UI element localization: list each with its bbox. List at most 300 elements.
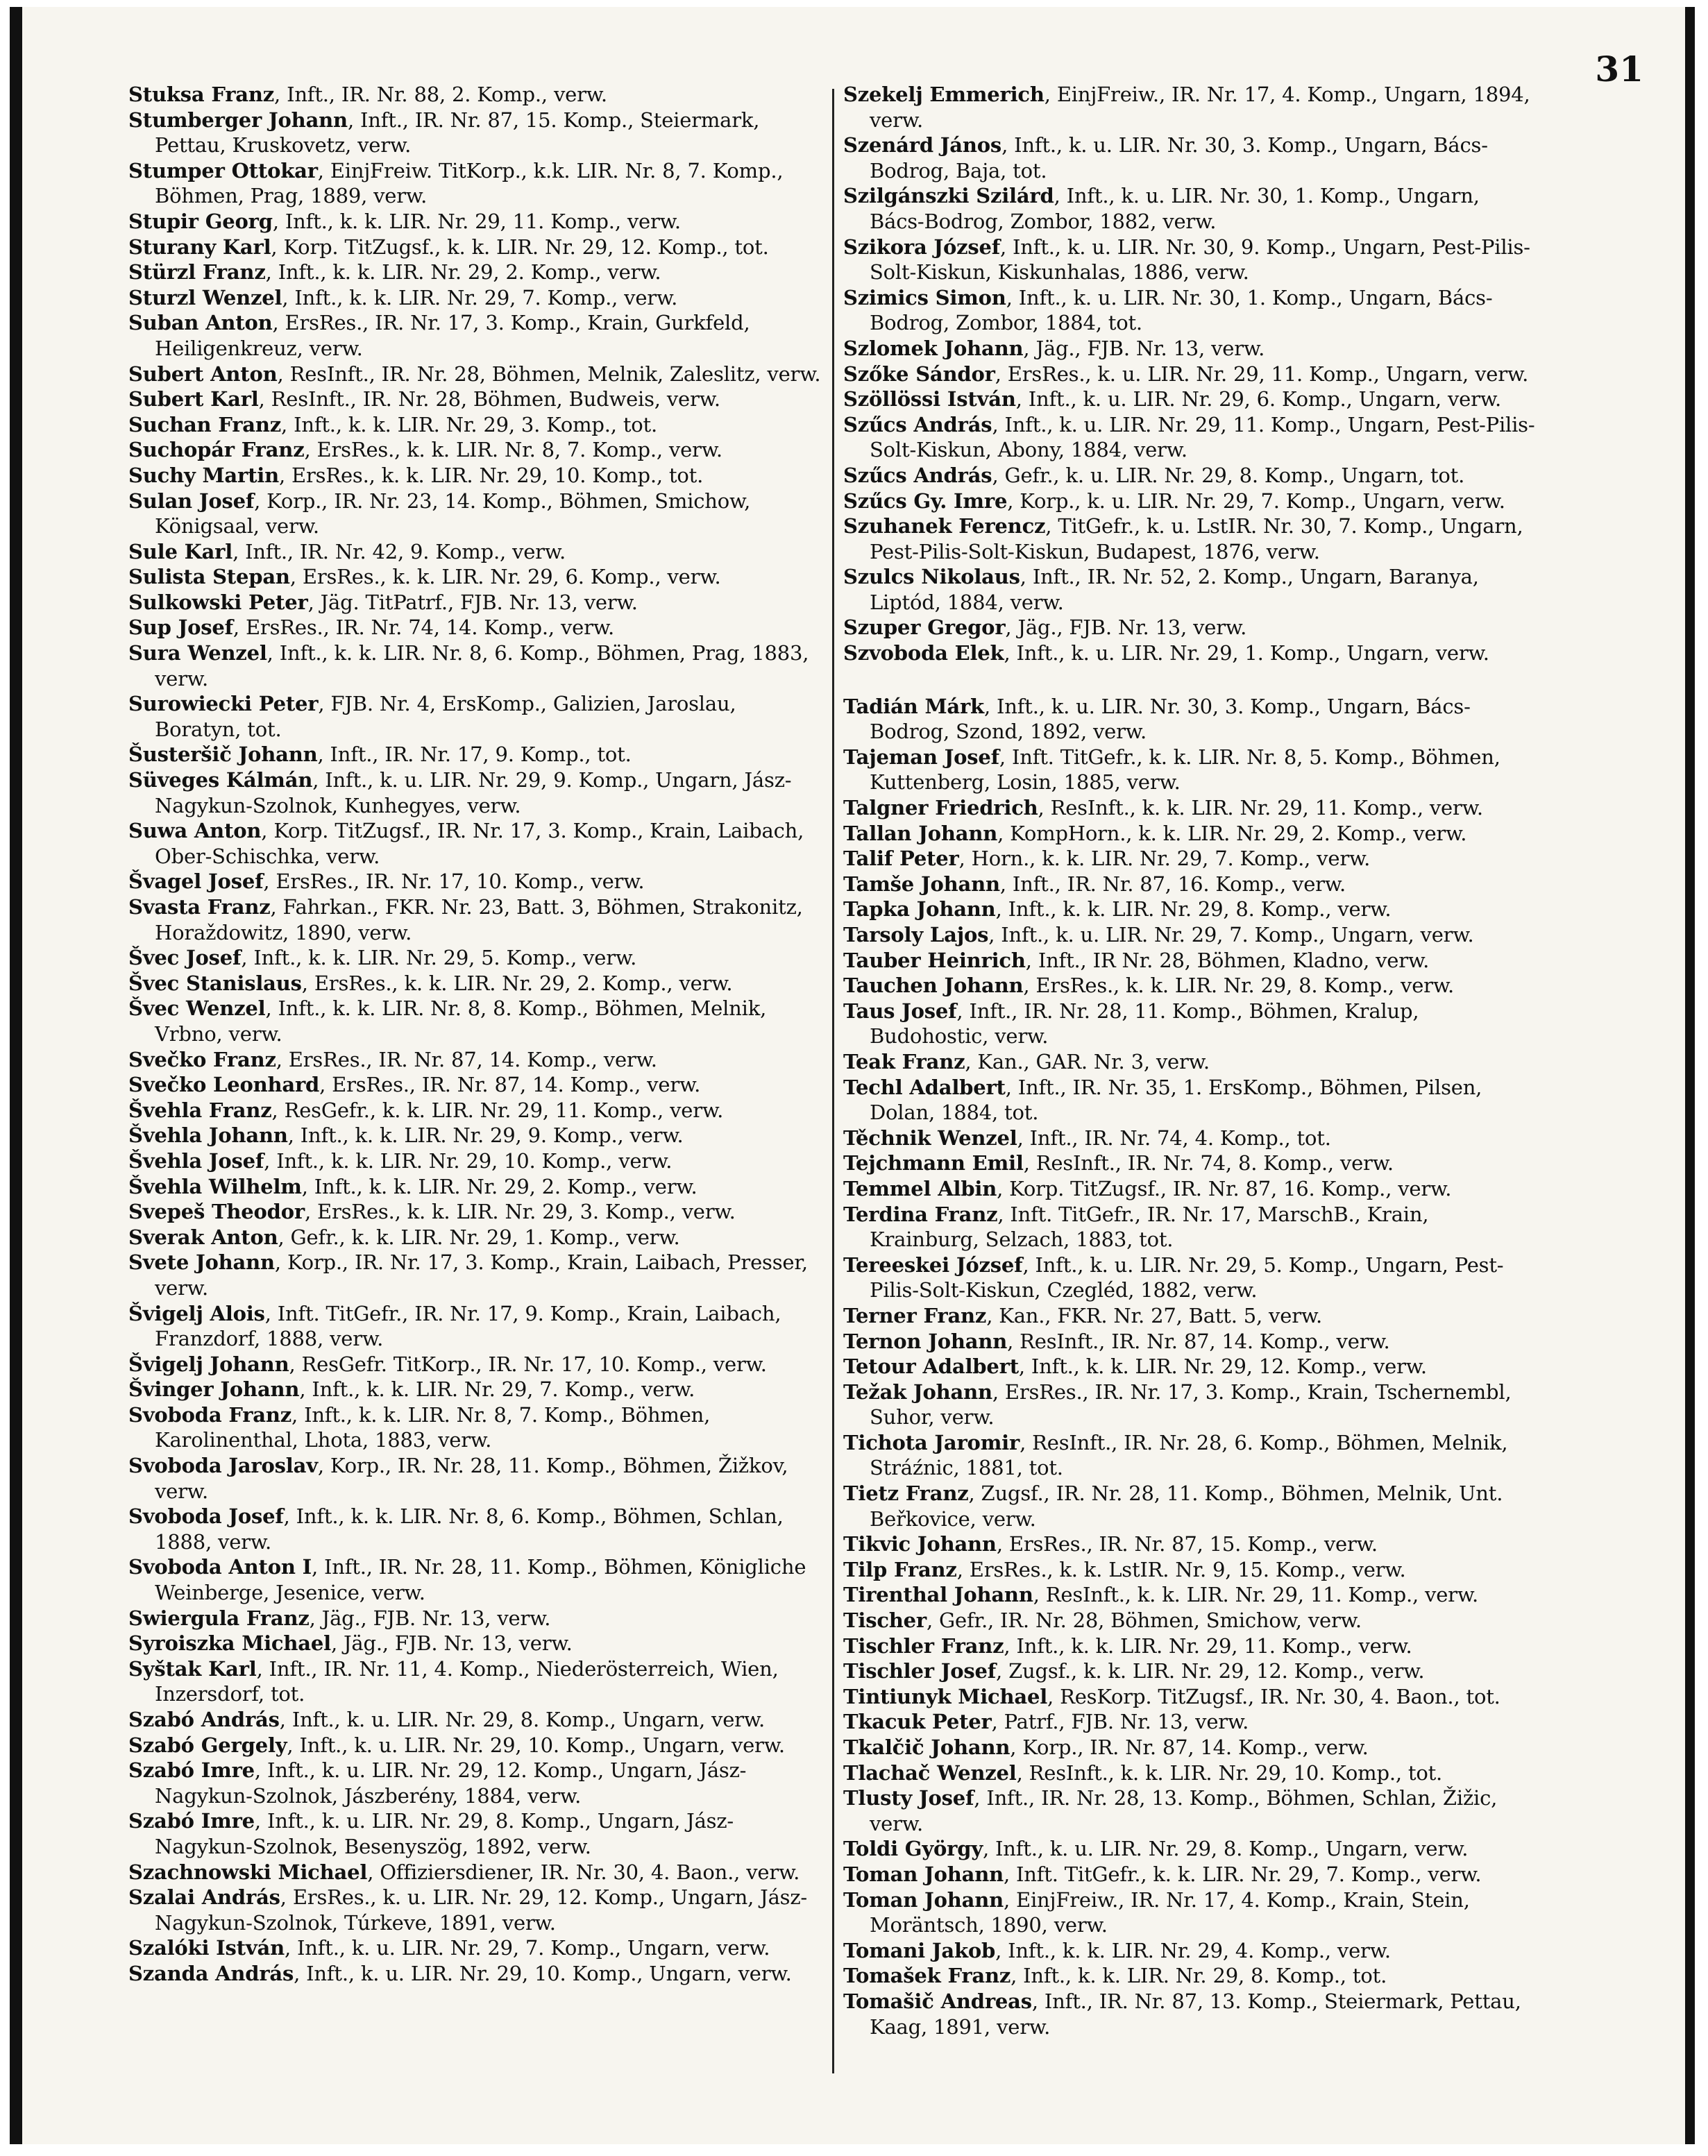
entry-name: Ternon Johann xyxy=(843,1329,1008,1353)
entry-details: , ErsRes., IR. Nr. 17, 3. Komp., Krain, Tschernembl, Suhor, verw. xyxy=(870,1380,1512,1429)
entry-name: Szvoboda Elek xyxy=(843,641,1004,665)
entry-name: Svoboda Jaroslav xyxy=(128,1454,318,1478)
entry-name: Švehla Johann xyxy=(128,1123,288,1148)
register-entry xyxy=(128,818,822,869)
entry-name: Suchan Franz xyxy=(128,412,282,436)
entry-name: Tkalčič Johann xyxy=(843,1735,1011,1759)
register-entry xyxy=(128,1554,822,1605)
register-entry xyxy=(843,1658,1537,1684)
register-entry xyxy=(843,1557,1537,1583)
entry-name: Tichota Jaromir xyxy=(843,1430,1020,1454)
entry-details: , Inft., IR. Nr. 28, 11. Komp., Böhmen, Königliche Weinberge, Jesenice, verw. xyxy=(155,1555,806,1605)
register-entry xyxy=(128,1250,822,1300)
register-entry xyxy=(128,108,822,158)
entry-name: Subert Karl xyxy=(128,387,259,411)
entry-name: Terner Franz xyxy=(843,1303,987,1327)
register-entry xyxy=(843,846,1537,872)
entry-name: Švec Josef xyxy=(128,946,242,970)
register-entry xyxy=(128,996,822,1046)
entry-details: , Inft., IR. Nr. 35, 1. ErsKomp., Böhmen, Pilsen, Dolan, 1884, tot. xyxy=(870,1075,1482,1125)
register-entry xyxy=(843,1481,1537,1531)
register-entry xyxy=(843,640,1537,666)
entry-name: Sturzl Wenzel xyxy=(128,285,282,309)
entry-details: , Inft., k. k. LIR. Nr. 8, 6. Komp., Böhmen, Prag, 1883, verw. xyxy=(155,641,809,690)
entry-name: Tilp Franz xyxy=(843,1557,957,1581)
entry-details: , Inft., k. u. LIR. Nr. 29, 7. Komp., Ungarn, verw. xyxy=(284,1936,770,1960)
entry-details: , Kan., GAR. Nr. 3, verw. xyxy=(965,1049,1210,1073)
register-entry xyxy=(843,1075,1537,1126)
register-entry xyxy=(843,1253,1537,1303)
entry-details: , Inft., IR. Nr. 11, 4. Komp., Niederösterreich, Wien, Inzersdorf, tot. xyxy=(155,1656,779,1706)
entry-details: , Inft., IR. Nr. 87, 13. Komp., Steiermark, Pettau, Kaag, 1891, verw. xyxy=(870,1989,1521,2039)
entry-name: Stürzl Franz xyxy=(128,260,266,285)
entry-name: Švec Wenzel xyxy=(128,996,266,1021)
entry-details: , Inft., IR. Nr. 17, 9. Komp., tot. xyxy=(317,742,632,767)
entry-name: Suban Anton xyxy=(128,311,273,335)
entry-name: Szabó András xyxy=(128,1708,280,1731)
entry-name: Tischler Josef xyxy=(843,1659,997,1683)
entry-name: Tikvic Johann xyxy=(843,1532,997,1556)
entry-details: , Inft., IR Nr. 28, Böhmen, Kladno, verw. xyxy=(1025,948,1430,972)
entry-details: , Inft., k. u. LIR. Nr. 30, 3. Komp., Ungarn, Bács-Bodrog, Szond, 1892, verw. xyxy=(870,694,1471,744)
entry-name: Sup Josef xyxy=(128,616,233,640)
entry-name: Svete Johann xyxy=(128,1250,275,1275)
entry-name: Szöllössi István xyxy=(843,387,1016,411)
register-entry xyxy=(128,1148,822,1174)
entry-name: Stupir Georg xyxy=(128,209,273,233)
register-entry xyxy=(128,1961,822,1987)
register-entry xyxy=(128,1098,822,1123)
entry-details: , Inft., IR. Nr. 87, 15. Komp., Steiermark, Pettau, Kruskovetz, verw. xyxy=(155,108,760,158)
entry-details: , Inft., k. u. LIR. Nr. 30, 1. Komp., Ungarn, Bács-Bodrog, Zombor, 1884, tot. xyxy=(870,285,1493,335)
entry-name: Szalóki István xyxy=(128,1936,285,1960)
register-entry xyxy=(128,539,822,565)
register-entry xyxy=(843,1735,1537,1760)
entry-details: , Inft., k. u. LIR. Nr. 29, 11. Komp., Ungarn, Pest-Pilis-Solt-Kiskun, Abony, 1884, verw. xyxy=(870,412,1535,462)
entry-name: Szimics Simon xyxy=(843,285,1006,309)
entry-name: Techl Adalbert xyxy=(843,1075,1006,1099)
entry-details: , Inft., k. k. LIR. Nr. 29, 11. Komp., verw. xyxy=(272,209,681,233)
entry-name: Suchopár Franz xyxy=(128,438,305,462)
entry-details: , Inft., k. u. LIR. Nr. 29, 10. Komp., Ungarn, verw. xyxy=(287,1733,785,1757)
entry-details: , TitGefr., k. u. LstIR. Nr. 30, 7. Komp., Ungarn, Pest-Pilis-Solt-Kiskun, Budapest, 1876, verw. xyxy=(870,514,1523,563)
entry-details: , Inft. TitGefr., IR. Nr. 17, MarschB., Krain, Krainburg, Selzach, 1883, tot. xyxy=(870,1202,1429,1252)
entry-details: , Inft., k. u. LIR. Nr. 29, 9. Komp., Ungarn, Jász-Nagykun-Szolnok, Kunhegyes, verw. xyxy=(155,768,792,817)
entry-details: , Jäg., FJB. Nr. 13, verw. xyxy=(1005,616,1247,640)
entry-details: , ResInft., IR. Nr. 28, 6. Komp., Böhmen, Melnik, Stráźnic, 1881, tot. xyxy=(870,1430,1508,1480)
entry-details: , FJB. Nr. 4, ErsKomp., Galizien, Jaroslau, Boratyn, tot. xyxy=(155,692,736,741)
register-entry xyxy=(843,133,1537,183)
entry-details: , Inft., k. k. LIR. Nr. 8, 6. Komp., Böhmen, Schlan, 1888, verw. xyxy=(155,1504,784,1554)
entry-name: Švigelj Alois xyxy=(128,1301,265,1325)
entry-name: Taus Josef xyxy=(843,999,957,1023)
entry-name: Szekelj Emmerich xyxy=(843,83,1045,106)
register-entry xyxy=(128,1199,822,1225)
register-entry xyxy=(843,1633,1537,1659)
entry-details: , Korp. TitZugsf., k. k. LIR. Nr. 29, 12. Komp., tot. xyxy=(271,235,769,259)
entry-name: Sulan Josef xyxy=(128,489,255,513)
register-entry xyxy=(128,235,822,260)
register-entry xyxy=(128,640,822,691)
entry-details: , Inft., k. u. LIR. Nr. 29, 8. Komp., Ungarn, Jász-Nagykun-Szolnok, Besenyszög, 1892, verw. xyxy=(155,1809,734,1858)
entry-details: , Inft. TitGefr., k. k. LIR. Nr. 8, 5. Komp., Böhmen, Kuttenberg, Losin, 1885, verw. xyxy=(870,745,1500,795)
entry-name: Těchnik Wenzel xyxy=(843,1126,1017,1150)
entry-name: Szőke Sándor xyxy=(843,362,995,386)
entry-name: Tietz Franz xyxy=(843,1482,969,1506)
register-entry xyxy=(843,412,1537,463)
register-entry xyxy=(128,463,822,489)
register-entry xyxy=(128,387,822,412)
register-entry xyxy=(128,1656,822,1707)
entry-name: Tadián Márk xyxy=(843,694,984,718)
register-entry xyxy=(843,999,1537,1049)
entry-name: Toman Johann xyxy=(843,1887,1004,1912)
entry-name: Swiergula Franz xyxy=(128,1606,310,1630)
register-entry xyxy=(128,1225,822,1250)
entry-details: , ResInft., k. k. LIR. Nr. 29, 10. Komp., tot. xyxy=(1016,1760,1443,1785)
register-entry xyxy=(843,1126,1537,1151)
entry-name: Švinger Johann xyxy=(128,1377,300,1402)
register-entry xyxy=(843,745,1537,795)
entry-details: , Inft., k. u. LIR. Nr. 30, 1. Komp., Ungarn, Bács-Bodrog, Zombor, 1882, verw. xyxy=(870,184,1480,233)
entry-details: , Inft., IR. Nr. 87, 16. Komp., verw. xyxy=(999,872,1346,896)
entry-details: , ErsRes., k. k. LIR. Nr. 29, 6. Komp., verw. xyxy=(289,565,721,589)
register-entry xyxy=(128,1377,822,1402)
entry-name: Tlusty Josef xyxy=(843,1786,974,1810)
entry-details: , ErsRes., IR. Nr. 87, 15. Komp., verw. xyxy=(996,1532,1378,1556)
entry-name: Tlachač Wenzel xyxy=(843,1760,1017,1785)
entry-name: Švehla Josef xyxy=(128,1148,264,1173)
entry-details: , ResInft., IR. Nr. 28, Böhmen, Budweis, verw. xyxy=(258,387,720,411)
entry-details: , Inft., k. k. LIR. Nr. 29, 8. Komp., tot. xyxy=(1011,1964,1387,1988)
register-entry xyxy=(843,872,1537,897)
entry-name: Talgner Friedrich xyxy=(843,796,1038,820)
register-entry xyxy=(843,564,1537,615)
register-entry xyxy=(843,973,1537,999)
register-entry xyxy=(128,1352,822,1377)
entry-details: , ErsRes., k. k. LIR. Nr. 29, 3. Komp., verw. xyxy=(304,1200,736,1224)
entry-name: Syštak Karl xyxy=(128,1656,257,1681)
entry-details: , Inft., k. k. LIR. Nr. 29, 7. Komp., verw. xyxy=(282,285,678,309)
entry-details: , ResKorp. TitZugsf., IR. Nr. 30, 4. Baon., tot. xyxy=(1047,1684,1500,1708)
entry-details: , ErsRes., k. u. LIR. Nr. 29, 11. Komp., Ungarn, verw. xyxy=(995,362,1529,386)
entry-name: Szachnowski Michael xyxy=(128,1860,368,1884)
register-entry xyxy=(843,1989,1537,2039)
register-entry xyxy=(843,694,1537,745)
register-entry xyxy=(843,82,1537,133)
entry-name: Surowiecki Peter xyxy=(128,692,319,716)
entry-details: , Zugsf., IR. Nr. 28, 11. Komp., Böhmen, Melnik, Unt. Beřkovice, verw. xyxy=(870,1482,1503,1531)
entry-name: Szuhanek Ferencz xyxy=(843,514,1046,538)
entry-name: Sturany Karl xyxy=(128,235,271,259)
entry-name: Szulcs Nikolaus xyxy=(843,565,1020,589)
entry-details: , ErsRes., k. k. LstIR. Nr. 9, 15. Komp., verw. xyxy=(956,1557,1406,1581)
entry-details: , ErsRes., IR. Nr. 87, 14. Komp., verw. xyxy=(319,1073,701,1097)
entry-details: , Inft., k. k. LIR. Nr. 29, 11. Komp., verw. xyxy=(1004,1633,1412,1658)
entry-details: , ResInft., k. k. LIR. Nr. 29, 11. Komp., verw. xyxy=(1038,796,1483,820)
entry-name: Tintiunyk Michael xyxy=(843,1684,1048,1708)
entry-name: Svečko Leonhard xyxy=(128,1073,320,1097)
register-entry xyxy=(843,387,1537,412)
entry-name: Talif Peter xyxy=(843,847,959,871)
entry-name: Stumberger Johann xyxy=(128,108,348,132)
register-entry xyxy=(128,945,822,971)
register-entry xyxy=(128,1301,822,1352)
entry-name: Stumper Ottokar xyxy=(128,158,318,183)
entry-details: , Korp., k. u. LIR. Nr. 29, 7. Komp., Ungarn, verw. xyxy=(1007,489,1505,513)
entry-details: , ResInft., IR. Nr. 28, Böhmen, Melnik, Zaleslitz, verw. xyxy=(277,362,821,386)
entry-name: Szanda András xyxy=(128,1961,294,1985)
register-entry xyxy=(843,1862,1537,1887)
entry-name: Szabó Gergely xyxy=(128,1733,287,1757)
entry-name: Szikora József xyxy=(843,235,1001,259)
entry-details: , ResGefr. TitKorp., IR. Nr. 17, 10. Komp., verw. xyxy=(289,1352,767,1376)
entry-name: Tomašek Franz xyxy=(843,1964,1011,1988)
register-entry xyxy=(843,235,1537,285)
register-entry xyxy=(843,897,1537,922)
register-entry xyxy=(843,1202,1537,1253)
register-entry xyxy=(128,412,822,438)
entry-name: Sule Karl xyxy=(128,539,233,563)
register-entry xyxy=(843,285,1537,336)
register-entry xyxy=(128,1631,822,1656)
entry-name: Tarsoly Lajos xyxy=(843,923,989,947)
register-entry xyxy=(843,1836,1537,1862)
entry-name: Svoboda Franz xyxy=(128,1402,292,1427)
register-entry xyxy=(128,1733,822,1758)
register-entry xyxy=(128,1174,822,1200)
register-entry xyxy=(843,1963,1537,1989)
entry-details: , Fahrkan., FKR. Nr. 23, Batt. 3, Böhmen, Strakonitz, Horaždowitz, 1890, verw. xyxy=(155,895,803,944)
entry-name: Šusteršič Johann xyxy=(128,742,318,767)
entry-name: Težak Johann xyxy=(843,1380,992,1404)
entry-details: , EinjFreiw., IR. Nr. 17, 4. Komp., Krain, Stein, Moräntsch, 1890, verw. xyxy=(870,1887,1470,1937)
entry-details: , ErsRes., IR. Nr. 74, 14. Komp., verw. xyxy=(232,616,614,640)
entry-details: , ErsRes., k. k. LIR. Nr. 29, 2. Komp., verw. xyxy=(301,971,733,995)
entry-details: , ResInft., IR. Nr. 74, 8. Komp., verw. xyxy=(1023,1151,1394,1175)
entry-name: Svepeš Theodor xyxy=(128,1200,305,1224)
entry-details: , Korp., IR. Nr. 23, 14. Komp., Böhmen, Smichow, Königsaal, verw. xyxy=(155,489,751,538)
entry-details: , Korp., IR. Nr. 87, 14. Komp., verw. xyxy=(1010,1735,1369,1759)
register-entry xyxy=(843,1049,1537,1075)
entry-details: , Inft., k. k. LIR. Nr. 8, 7. Komp., Böhmen, Karolinenthal, Lhota, 1883, verw. xyxy=(155,1402,711,1452)
register-entry xyxy=(128,1123,822,1148)
register-entry xyxy=(128,1758,822,1808)
entry-details: , Inft., k. u. LIR. Nr. 29, 8. Komp., Ungarn, verw. xyxy=(279,1708,766,1731)
register-entry xyxy=(128,894,822,945)
entry-details: , Korp. TitZugsf., IR. Nr. 87, 16. Komp., verw. xyxy=(997,1176,1452,1200)
entry-name: Svasta Franz xyxy=(128,895,271,919)
entry-details: , Inft., k. k. LIR. Nr. 29, 9. Komp., verw. xyxy=(287,1123,684,1148)
register-entry xyxy=(843,1709,1537,1735)
entry-name: Szűcs András xyxy=(843,463,992,487)
entry-name: Tejchmann Emil xyxy=(843,1151,1024,1175)
entry-name: Szűcs Gy. Imre xyxy=(843,489,1008,513)
register-entry xyxy=(128,1808,822,1859)
entry-details: , ErsRes., k. k. LIR. Nr. 29, 8. Komp., verw. xyxy=(1023,974,1455,998)
entry-name: Tirenthal Johann xyxy=(843,1583,1033,1607)
entry-details: , Korp., IR. Nr. 17, 3. Komp., Krain, Laibach, Presser, verw. xyxy=(155,1250,808,1300)
entry-details: , EinjFreiw. TitKorp., k.k. LIR. Nr. 8, 7. Komp., Böhmen, Prag, 1889, verw. xyxy=(155,158,784,208)
register-entry xyxy=(128,1606,822,1631)
register-entry xyxy=(128,489,822,539)
entry-name: Toldi György xyxy=(843,1837,983,1861)
entry-details: , ResInft., IR. Nr. 87, 14. Komp., verw. xyxy=(1007,1329,1390,1353)
register-entry xyxy=(128,260,822,285)
right-column xyxy=(843,82,1537,2039)
entry-details: , Inft., IR. Nr. 42, 9. Komp., verw. xyxy=(232,539,566,563)
register-entry xyxy=(843,948,1537,974)
register-entry xyxy=(128,1885,822,1935)
register-entry xyxy=(843,821,1537,847)
register-entry xyxy=(843,1354,1537,1380)
entry-name: Suchy Martin xyxy=(128,463,279,487)
entry-name: Tauchen Johann xyxy=(843,974,1024,998)
entry-name: Süveges Kálmán xyxy=(128,768,313,792)
register-entry xyxy=(128,742,822,767)
register-entry xyxy=(843,1303,1537,1329)
entry-details: , Inft., IR. Nr. 74, 4. Komp., tot. xyxy=(1017,1126,1331,1150)
entry-name: Svoboda Josef xyxy=(128,1504,284,1529)
entry-details: , Inft., k. u. LIR. Nr. 29, 1. Komp., Ungarn, verw. xyxy=(1004,641,1489,665)
entry-name: Tamše Johann xyxy=(843,872,1000,896)
entry-details: , Inft., IR. Nr. 28, 11. Komp., Böhmen, Kralup, Budohostic, verw. xyxy=(870,999,1419,1049)
entry-details: , Kan., FKR. Nr. 27, Batt. 5, verw. xyxy=(986,1303,1323,1327)
entry-name: Švigelj Johann xyxy=(128,1352,289,1376)
register-entry xyxy=(128,767,822,818)
entry-name: Toman Johann xyxy=(843,1862,1004,1886)
entry-name: Sura Wenzel xyxy=(128,641,267,665)
entry-name: Teak Franz xyxy=(843,1049,965,1073)
entry-details: , Inft., k. u. LIR. Nr. 29, 10. Komp., Ungarn, verw. xyxy=(294,1961,792,1985)
column-divider xyxy=(832,89,834,2073)
entry-details: , Inft., k. u. LIR. Nr. 29, 5. Komp., Ungarn, Pest-Pilis-Solt-Kiskun, Czegléd, 1882, verw. xyxy=(870,1253,1504,1302)
register-entry xyxy=(128,209,822,235)
entry-details: , Korp., IR. Nr. 28, 11. Komp., Böhmen, Žižkov, verw. xyxy=(155,1454,788,1503)
entry-name: Szalai András xyxy=(128,1885,280,1910)
register-entry xyxy=(843,1329,1537,1355)
entry-details: , ErsRes., k. u. LIR. Nr. 29, 12. Komp., Ungarn, Jász-Nagykun-Szolnok, Túrkeve, 1891, verw. xyxy=(155,1885,808,1935)
entry-details: , Inft., k. k. LIR. Nr. 8, 8. Komp., Böhmen, Melnik, Vrbno, verw. xyxy=(155,996,767,1046)
entry-name: Tomani Jakob xyxy=(843,1938,996,1962)
entry-details: , Inft., k. k. LIR. Nr. 29, 7. Komp., verw. xyxy=(299,1377,695,1402)
register-entry xyxy=(128,615,822,640)
right-column-t-section xyxy=(843,694,1537,2039)
register-entry xyxy=(128,158,822,209)
register-entry xyxy=(843,1176,1537,1202)
entry-details: , Gefr., IR. Nr. 28, Böhmen, Smichow, verw. xyxy=(927,1608,1362,1633)
entry-name: Tetour Adalbert xyxy=(843,1355,1019,1379)
register-entry xyxy=(843,1151,1537,1176)
entry-details: , Jäg., FJB. Nr. 13, verw. xyxy=(309,1606,551,1630)
entry-details: , Inft., IR. Nr. 52, 2. Komp., Ungarn, Baranya, Liptód, 1884, verw. xyxy=(870,565,1479,614)
page-number: 31 xyxy=(1595,49,1643,90)
entry-details: , Inft. TitGefr., IR. Nr. 17, 9. Komp., Krain, Laibach, Franzdorf, 1888, verw. xyxy=(155,1301,781,1351)
register-entry xyxy=(843,336,1537,362)
entry-name: Švehla Franz xyxy=(128,1098,272,1122)
entry-name: Tkacuk Peter xyxy=(843,1710,992,1734)
entry-details: , Inft., k. u. LIR. Nr. 29, 8. Komp., Ungarn, verw. xyxy=(982,1837,1469,1861)
entry-details: , Inft., k. u. LIR. Nr. 30, 9. Komp., Ungarn, Pest-Pilis-Solt-Kiskun, Kiskunhalas, 1886, verw. xyxy=(870,235,1530,285)
register-entry xyxy=(128,1860,822,1885)
entry-name: Subert Anton xyxy=(128,362,278,386)
register-entry xyxy=(843,183,1537,234)
entry-details: , Jäg., FJB. Nr. 13, verw. xyxy=(1023,336,1265,360)
register-entry xyxy=(128,362,822,387)
register-entry xyxy=(843,489,1537,514)
entry-name: Tallan Johann xyxy=(843,821,998,845)
entry-name: Sverak Anton xyxy=(128,1225,278,1249)
register-entry xyxy=(128,1402,822,1453)
entry-details: , ErsRes., k. k. LIR. Nr. 29, 10. Komp., tot. xyxy=(278,463,704,487)
entry-details: , Inft., IR. Nr. 88, 2. Komp., verw. xyxy=(274,83,607,106)
entry-name: Svoboda Anton I xyxy=(128,1555,312,1579)
register-entry xyxy=(128,1453,822,1504)
register-entry xyxy=(128,1047,822,1073)
register-entry xyxy=(843,1938,1537,1964)
register-entry xyxy=(843,463,1537,489)
entry-name: Tajeman Josef xyxy=(843,745,999,769)
register-entry xyxy=(843,1785,1537,1836)
register-entry xyxy=(843,1430,1537,1481)
register-entry xyxy=(843,362,1537,387)
entry-name: Svečko Franz xyxy=(128,1047,276,1071)
entry-details: , KompHorn., k. k. LIR. Nr. 29, 2. Komp., verw. xyxy=(997,821,1467,845)
entry-details: , Zugsf., k. k. LIR. Nr. 29, 12. Komp., verw. xyxy=(996,1659,1425,1683)
entry-details: , ErsRes., k. k. LIR. Nr. 8, 7. Komp., verw. xyxy=(304,438,722,462)
register-entry xyxy=(843,1380,1537,1430)
entry-details: , Offiziersdiener, IR. Nr. 30, 4. Baon., verw. xyxy=(367,1860,800,1884)
register-entry xyxy=(128,564,822,590)
register-entry xyxy=(843,795,1537,821)
entry-details: , Inft., k. u. LIR. Nr. 30, 3. Komp., Ungarn, Bács-Bodrog, Baja, tot. xyxy=(870,133,1488,183)
register-entry xyxy=(128,691,822,742)
entry-details: , Gefr., k. k. LIR. Nr. 29, 1. Komp., verw. xyxy=(278,1225,680,1249)
entry-name: Szabó Imre xyxy=(128,1809,255,1833)
entry-name: Stuksa Franz xyxy=(128,83,275,106)
entry-name: Szenárd János xyxy=(843,133,1002,158)
entry-details: , Inft., k. k. LIR. Nr. 29, 5. Komp., verw. xyxy=(241,946,637,970)
entry-details: , Jäg. TitPatrf., FJB. Nr. 13, verw. xyxy=(307,590,638,614)
entry-details: , Inft., k. k. LIR. Nr. 29, 10. Komp., verw. xyxy=(264,1148,673,1173)
entry-name: Temmel Albin xyxy=(843,1176,997,1200)
register-entry xyxy=(843,1887,1537,1938)
entry-details: , ErsRes., IR. Nr. 87, 14. Komp., verw. xyxy=(276,1047,657,1071)
register-entry xyxy=(843,1531,1537,1557)
entry-name: Tomašič Andreas xyxy=(843,1989,1032,2013)
register-entry xyxy=(843,922,1537,948)
entry-name: Suwa Anton xyxy=(128,819,262,843)
entry-details: , Inft., k. u. LIR. Nr. 29, 7. Komp., Ungarn, verw. xyxy=(988,923,1474,947)
register-entry xyxy=(843,1684,1537,1710)
register-entry xyxy=(843,513,1537,564)
register-entry xyxy=(128,437,822,463)
entry-details: , Inft., k. k. LIR. Nr. 29, 12. Komp., verw. xyxy=(1018,1355,1427,1379)
register-entry xyxy=(128,1072,822,1098)
entry-name: Švagel Josef xyxy=(128,869,264,894)
entry-details: , Inft., k. k. LIR. Nr. 29, 3. Komp., tot. xyxy=(281,412,658,436)
entry-name: Sulkowski Peter xyxy=(128,590,308,614)
register-entry xyxy=(128,310,822,361)
entry-name: Sulista Stepan xyxy=(128,565,290,589)
register-entry xyxy=(128,869,822,894)
entry-details: , Korp. TitZugsf., IR. Nr. 17, 3. Komp., Krain, Laibach, Ober-Schischka, verw. xyxy=(155,819,804,868)
entry-details: , Jäg., FJB. Nr. 13, verw. xyxy=(330,1631,573,1656)
entry-name: Tapka Johann xyxy=(843,897,996,922)
register-entry xyxy=(128,285,822,311)
entry-name: Szűcs András xyxy=(843,412,992,436)
entry-details: , ErsRes., IR. Nr. 17, 3. Komp., Krain, Gurkfeld, Heiligenkreuz, verw. xyxy=(155,311,750,360)
